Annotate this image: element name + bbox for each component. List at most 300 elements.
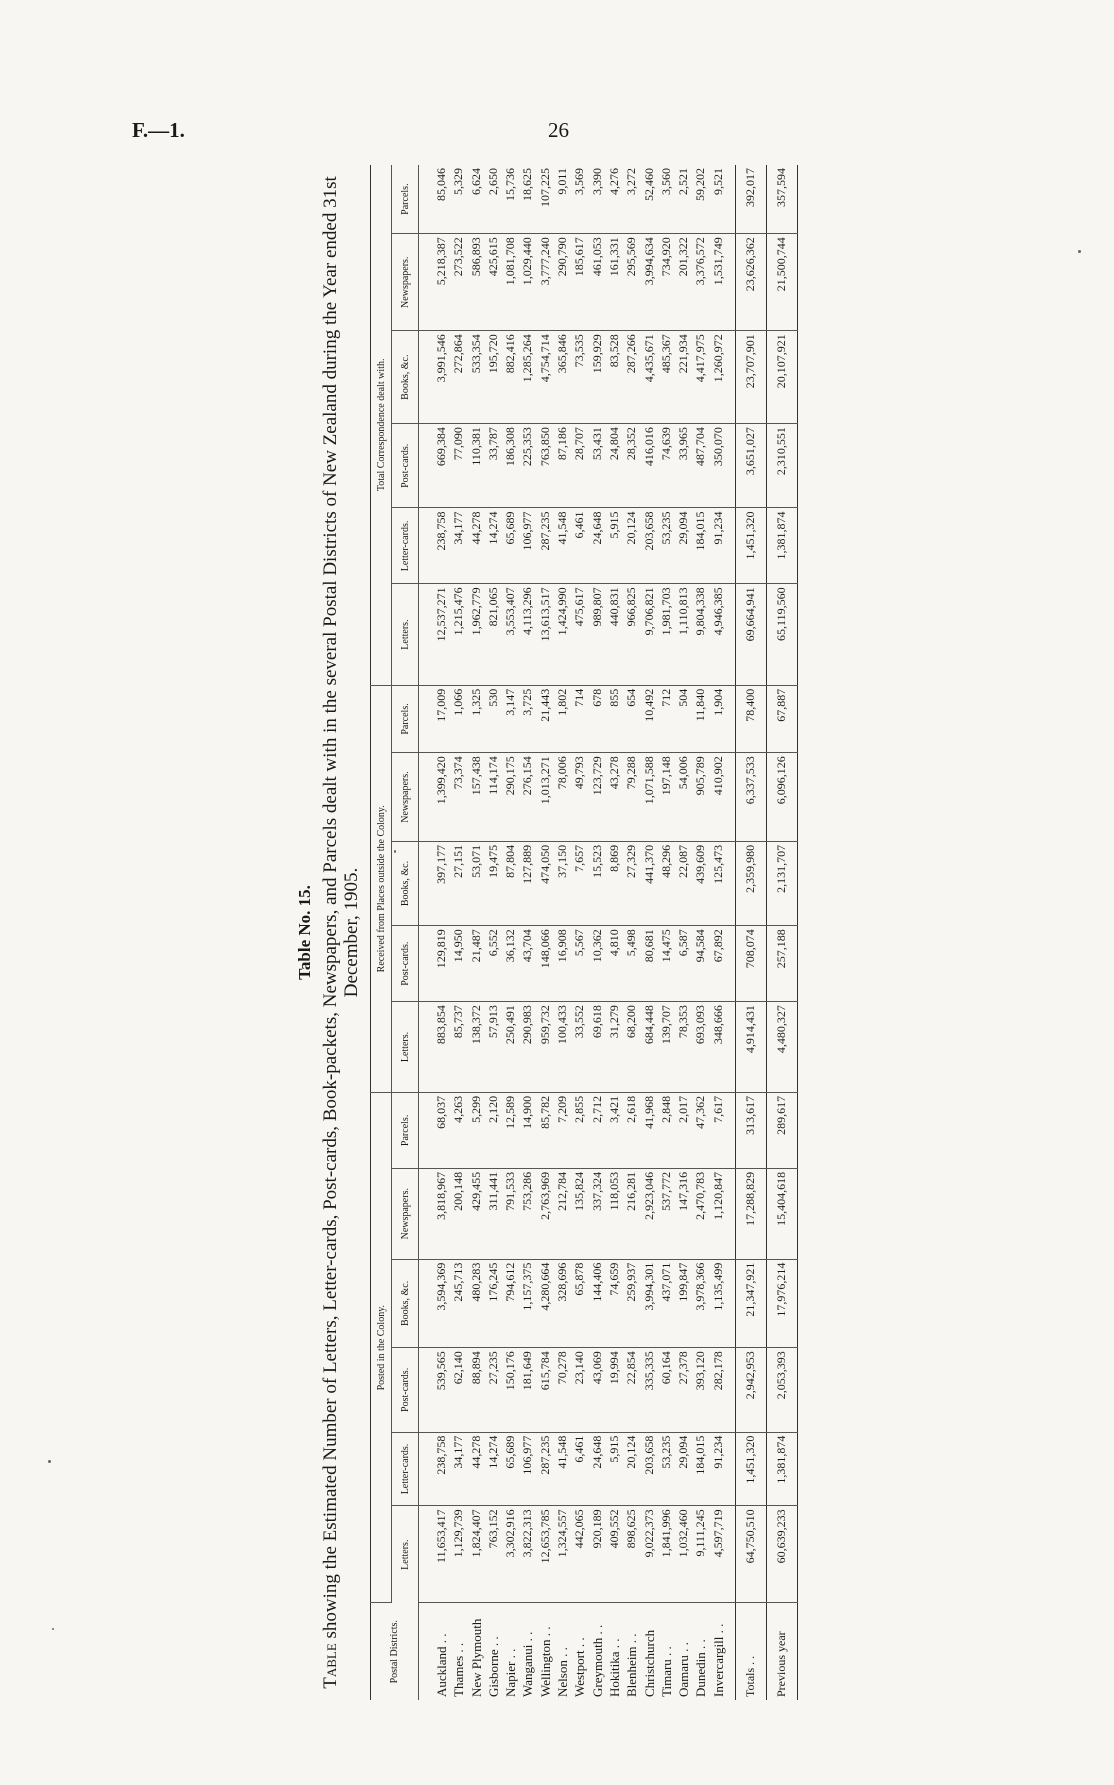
posted-lettercards-header: Letter-cards. [392,1432,419,1506]
value-cell: 1,325 [468,685,485,753]
value-cell: 157,438 [468,753,485,842]
value-cell: 429,455 [468,1168,485,1259]
value-cell: 106,977 [519,508,536,584]
value-cell: 100,433 [554,1002,571,1093]
value-cell: 184,015 [692,508,709,584]
value-cell: 1,129,739 [450,1506,467,1603]
value-cell: 485,367 [658,331,675,424]
value-cell: 43,704 [519,926,536,1002]
value-cell: 41,968 [641,1092,658,1168]
value-cell: 69,664,941 [736,584,767,685]
value-cell: 2,942,953 [736,1348,767,1432]
value-cell: 23,626,362 [736,234,767,331]
value-cell: 20,124 [623,1432,640,1506]
value-cell: 920,189 [589,1506,606,1603]
district-name: Christchurch [641,1629,657,1697]
value-cell: 15,736 [502,165,519,234]
value-cell: 15,404,618 [767,1168,798,1259]
district-name: New Plymouth [468,1618,484,1697]
value-cell: 5,329 [450,165,467,234]
paper-speck [52,1628,54,1630]
value-cell: 77,090 [450,424,467,508]
group-posted: Posted in the Colony. [371,1092,392,1603]
value-cell: 539,565 [419,1348,451,1432]
value-cell: 78,400 [736,685,767,753]
district-name: Previous year [767,1603,798,1700]
value-cell: 20,124 [623,508,640,584]
value-cell: 3,822,313 [519,1506,536,1603]
table-row [519,165,536,1700]
value-cell: 2,848 [658,1092,675,1168]
table-row [710,165,736,1700]
value-cell: 85,782 [537,1092,554,1168]
total-newspapers-header: Newspapers. [392,234,419,331]
value-cell: 898,625 [623,1506,640,1603]
value-cell: 27,235 [485,1348,502,1432]
value-cell: 4,946,385 [710,584,736,685]
district-name: Timaru . . [658,1646,674,1697]
value-cell: 2,359,980 [736,841,767,925]
value-cell: 74,659 [606,1259,623,1348]
value-cell: 147,316 [675,1168,692,1259]
value-cell: 139,707 [658,1002,675,1093]
value-cell: 393,120 [692,1348,709,1432]
received-postcards-header: Post-cards. [392,926,419,1002]
value-cell: 276,154 [519,753,536,842]
value-cell: 23,707,901 [736,331,767,424]
value-cell: 416,016 [641,424,658,508]
table-row [419,165,451,1700]
value-cell: 181,649 [519,1348,536,1432]
value-cell: 959,732 [537,1002,554,1093]
value-cell: 4,113,296 [519,584,536,685]
total-letters-header: Letters. [392,584,419,685]
value-cell: 107,225 [537,165,554,234]
value-cell: 1,066 [450,685,467,753]
value-cell: 60,164 [658,1348,675,1432]
value-cell: 28,707 [571,424,588,508]
value-cell: 29,094 [675,508,692,584]
value-cell: 530 [485,685,502,753]
value-cell: 176,245 [485,1259,502,1348]
value-cell: 2,131,707 [767,841,798,925]
value-cell: 53,235 [658,508,675,584]
value-cell: 1,381,874 [767,508,798,584]
value-cell: 199,847 [675,1259,692,1348]
value-cell: 135,824 [571,1168,588,1259]
value-cell: 34,177 [450,1432,467,1506]
value-cell: 2,763,969 [537,1168,554,1259]
table-row [537,165,554,1700]
value-cell: 678 [589,685,606,753]
value-cell: 9,011 [554,165,571,234]
value-cell: 41,548 [554,508,571,584]
value-cell: 33,552 [571,1002,588,1093]
value-cell: 425,615 [485,234,502,331]
value-cell: 5,299 [468,1092,485,1168]
value-cell: 6,461 [571,1432,588,1506]
value-cell: 1,531,749 [710,234,736,331]
value-cell: 2,017 [675,1092,692,1168]
value-cell: 3,553,407 [502,584,519,685]
value-cell: 3,994,634 [641,234,658,331]
value-cell: 4,597,719 [710,1506,736,1603]
value-cell: 144,406 [589,1259,606,1348]
value-cell: 19,994 [606,1348,623,1432]
value-cell: 1,029,440 [519,234,536,331]
value-cell: 3,725 [519,685,536,753]
value-cell: 1,013,271 [537,753,554,842]
value-cell: 1,110,813 [675,584,692,685]
received-parcels-header: Parcels. [392,685,419,753]
value-cell: 24,804 [606,424,623,508]
value-cell: 41,548 [554,1432,571,1506]
value-cell: 410,902 [710,753,736,842]
value-cell: 4,754,714 [537,331,554,424]
value-cell: 442,065 [571,1506,588,1603]
value-cell: 12,537,271 [419,584,451,685]
value-cell: 791,533 [502,1168,519,1259]
value-cell: 533,354 [468,331,485,424]
value-cell: 290,175 [502,753,519,842]
value-cell: 110,381 [468,424,485,508]
value-cell: 62,140 [450,1348,467,1432]
value-cell: 586,893 [468,234,485,331]
value-cell: 1,424,990 [554,584,571,685]
value-cell: 1,032,460 [675,1506,692,1603]
value-cell: 212,784 [554,1168,571,1259]
value-cell: 14,274 [485,508,502,584]
value-cell: 3,421 [606,1092,623,1168]
value-cell: 18,625 [519,165,536,234]
value-cell: 91,234 [710,1432,736,1506]
value-cell: 5,915 [606,1432,623,1506]
value-cell: 821,065 [485,584,502,685]
paper-speck [1078,250,1081,253]
value-cell: 855 [606,685,623,753]
value-cell: 36,132 [502,926,519,1002]
table-row [606,165,623,1700]
table-number: Table No. 15. [295,885,314,980]
value-cell: 2,120 [485,1092,502,1168]
value-cell: 1,841,996 [658,1506,675,1603]
value-cell: 1,451,320 [736,508,767,584]
value-cell: 504 [675,685,692,753]
value-cell: 118,053 [606,1168,623,1259]
value-cell: 5,567 [571,926,588,1002]
value-cell: 85,737 [450,1002,467,1093]
value-cell: 6,461 [571,508,588,584]
table-row [692,165,709,1700]
value-cell: 1,962,779 [468,584,485,685]
posted-parcels-header: Parcels. [392,1092,419,1168]
value-cell: 1,260,972 [710,331,736,424]
value-cell: 2,712 [589,1092,606,1168]
value-cell: 221,934 [675,331,692,424]
caption-text: showing the Estimated Number of Letters, Letter-cards, Post-cards, Book-packets, Newspapers, and Parcels dealt with in the several Postal Districts of New Zealand during the Year ended 31st December, 1905. [320,176,362,1644]
district-name: Nelson . . [555,1647,571,1697]
value-cell: 9,521 [710,165,736,234]
value-cell: 21,443 [537,685,554,753]
value-cell: 4,276 [606,165,623,234]
section-code: F.—1. [132,118,185,142]
value-cell: 437,071 [658,1259,675,1348]
value-cell: 10,362 [589,926,606,1002]
table-row [675,165,692,1700]
value-cell: 184,015 [692,1432,709,1506]
value-cell: 43,278 [606,753,623,842]
value-cell: 44,278 [468,508,485,584]
value-cell: 480,283 [468,1259,485,1348]
district-name: Blenheim . . [624,1633,640,1697]
value-cell: 185,617 [571,234,588,331]
value-cell: 20,107,921 [767,331,798,424]
value-cell: 335,335 [641,1348,658,1432]
value-cell: 74,639 [658,424,675,508]
district-name: Westport . . [572,1637,588,1697]
table-row [641,165,658,1700]
value-cell: 4,810 [606,926,623,1002]
value-cell: 24,648 [589,1432,606,1506]
value-cell: 201,322 [675,234,692,331]
value-cell: 693,093 [692,1002,709,1093]
value-cell: 3,302,916 [502,1506,519,1603]
district-name: Hokitika . . [606,1638,622,1697]
value-cell: 882,416 [502,331,519,424]
value-cell: 3,651,027 [736,424,767,508]
value-cell: 203,658 [641,1432,658,1506]
value-cell: 7,617 [710,1092,736,1168]
value-cell: 12,589 [502,1092,519,1168]
value-cell: 6,587 [675,926,692,1002]
value-cell: 200,148 [450,1168,467,1259]
value-cell: 487,704 [692,424,709,508]
value-cell: 94,584 [692,926,709,1002]
value-cell: 337,324 [589,1168,606,1259]
district-name: Wanganui . . [520,1631,536,1697]
value-cell: 23,140 [571,1348,588,1432]
district-name: Thames . . [451,1642,467,1697]
value-cell: 12,653,785 [537,1506,554,1603]
table-row [589,165,606,1700]
value-cell: 1,802 [554,685,571,753]
value-cell: 684,448 [641,1002,658,1093]
value-cell: 1,399,420 [419,753,451,842]
value-cell: 409,552 [606,1506,623,1603]
value-cell: 3,376,572 [692,234,709,331]
value-cell: 4,263 [450,1092,467,1168]
value-cell: 17,009 [419,685,451,753]
value-cell: 3,818,967 [419,1168,451,1259]
value-cell: 78,006 [554,753,571,842]
value-cell: 1,904 [710,685,736,753]
value-cell: 708,074 [736,926,767,1002]
value-cell: 3,560 [658,165,675,234]
value-cell: 966,825 [623,584,640,685]
value-cell: 65,119,560 [767,584,798,685]
value-cell: 439,609 [692,841,709,925]
value-cell: 21,347,921 [736,1259,767,1348]
value-cell: 1,824,407 [468,1506,485,1603]
table-caption [320,165,362,1700]
previous-year-row [767,165,798,1700]
posted-books-header: Books, &c. [392,1259,419,1348]
value-cell: 763,850 [537,424,554,508]
value-cell: 33,787 [485,424,502,508]
table-body [419,165,798,1700]
value-cell: 43,069 [589,1348,606,1432]
value-cell: 5,218,387 [419,234,451,331]
received-newspapers-header: Newspapers. [392,753,419,842]
value-cell: 712 [658,685,675,753]
value-cell: 79,288 [623,753,640,842]
total-postcards-header: Post-cards. [392,424,419,508]
value-cell: 350,070 [710,424,736,508]
value-cell: 53,071 [468,841,485,925]
value-cell: 397,177 [419,841,451,925]
value-cell: 1,981,703 [658,584,675,685]
value-cell: 1,451,320 [736,1432,767,1506]
posted-postcards-header: Post-cards. [392,1348,419,1432]
district-name: Napier . . [503,1648,519,1697]
district-name: Totals . . [736,1603,767,1700]
value-cell: 1,215,476 [450,584,467,685]
value-cell: 734,920 [658,234,675,331]
rotated-table-area [295,165,840,1700]
page-number: 26 [548,118,569,142]
value-cell: 3,569 [571,165,588,234]
value-cell: 5,498 [623,926,640,1002]
value-cell: 474,050 [537,841,554,925]
received-letters-header: Letters. [392,1002,419,1093]
value-cell: 19,475 [485,841,502,925]
value-cell: 106,977 [519,1432,536,1506]
total-parcels-header: Parcels. [392,165,419,234]
value-cell: 2,855 [571,1092,588,1168]
value-cell: 282,178 [710,1348,736,1432]
value-cell: 14,475 [658,926,675,1002]
value-cell: 48,296 [658,841,675,925]
value-cell: 67,887 [767,685,798,753]
value-cell: 73,535 [571,331,588,424]
value-cell: 150,176 [502,1348,519,1432]
value-cell: 225,353 [519,424,536,508]
group-total: Total Correspondence dealt with. [371,165,392,685]
value-cell: 203,658 [641,508,658,584]
value-cell: 57,913 [485,1002,502,1093]
value-cell: 14,950 [450,926,467,1002]
value-cell: 905,789 [692,753,709,842]
value-cell: 7,209 [554,1092,571,1168]
value-cell: 1,285,264 [519,331,536,424]
value-cell: 60,639,233 [767,1506,798,1603]
value-cell: 114,174 [485,753,502,842]
value-cell: 3,272 [623,165,640,234]
value-cell: 2,923,046 [641,1168,658,1259]
value-cell: 53,235 [658,1432,675,1506]
value-cell: 11,840 [692,685,709,753]
value-cell: 65,689 [502,1432,519,1506]
value-cell: 5,915 [606,508,623,584]
total-lettercards-header: Letter-cards. [392,508,419,584]
value-cell: 49,793 [571,753,588,842]
value-cell: 273,522 [450,234,467,331]
paper-speck [48,1460,51,1463]
value-cell: 73,374 [450,753,467,842]
value-cell: 392,017 [736,165,767,234]
value-cell: 2,470,783 [692,1168,709,1259]
value-cell: 654 [623,685,640,753]
value-cell: 28,352 [623,424,640,508]
value-cell: 753,286 [519,1168,536,1259]
value-cell: 357,594 [767,165,798,234]
value-cell: 159,929 [589,331,606,424]
value-cell: 1,071,588 [641,753,658,842]
value-cell: 64,750,510 [736,1506,767,1603]
value-cell: 129,819 [419,926,451,1002]
value-cell: 91,234 [710,508,736,584]
value-cell: 441,370 [641,841,658,925]
table-row [450,165,467,1700]
value-cell: 21,500,744 [767,234,798,331]
value-cell: 989,807 [589,584,606,685]
district-name: Greymouth . . [589,1624,605,1697]
value-cell: 68,200 [623,1002,640,1093]
value-cell: 348,666 [710,1002,736,1093]
table-row [468,165,485,1700]
group-received: Received from Places outside the Colony. [371,685,392,1092]
value-cell: 328,696 [554,1259,571,1348]
value-cell: 1,081,708 [502,234,519,331]
table-row [502,165,519,1700]
value-cell: 2,618 [623,1092,640,1168]
value-cell: 14,900 [519,1092,536,1168]
value-cell: 148,066 [537,926,554,1002]
value-cell: 3,777,240 [537,234,554,331]
value-cell: 21,487 [468,926,485,1002]
value-cell: 80,681 [641,926,658,1002]
value-cell: 4,914,431 [736,1002,767,1093]
value-cell: 537,772 [658,1168,675,1259]
value-cell: 65,689 [502,508,519,584]
value-cell: 59,202 [692,165,709,234]
value-cell: 44,278 [468,1432,485,1506]
district-name: Oamaru . . [676,1642,692,1697]
value-cell: 37,150 [554,841,571,925]
posted-letters-header: Letters. [392,1506,419,1603]
value-cell: 4,480,327 [767,1002,798,1093]
value-cell: 287,266 [623,331,640,424]
value-cell: 475,617 [571,584,588,685]
value-cell: 27,378 [675,1348,692,1432]
district-name: Dunedin . . [693,1639,709,1697]
value-cell: 1,157,375 [519,1259,536,1348]
value-cell: 17,288,829 [736,1168,767,1259]
value-cell: 9,022,373 [641,1506,658,1603]
value-cell: 70,278 [554,1348,571,1432]
district-header: Postal Districts. [371,1603,419,1700]
value-cell: 6,552 [485,926,502,1002]
value-cell: 259,937 [623,1259,640,1348]
value-cell: 65,878 [571,1259,588,1348]
value-cell: 195,720 [485,331,502,424]
value-cell: 216,281 [623,1168,640,1259]
posted-newspapers-header: Newspapers. [392,1168,419,1259]
value-cell: 123,729 [589,753,606,842]
value-cell: 161,331 [606,234,623,331]
value-cell: 47,362 [692,1092,709,1168]
value-cell: 3,991,546 [419,331,451,424]
